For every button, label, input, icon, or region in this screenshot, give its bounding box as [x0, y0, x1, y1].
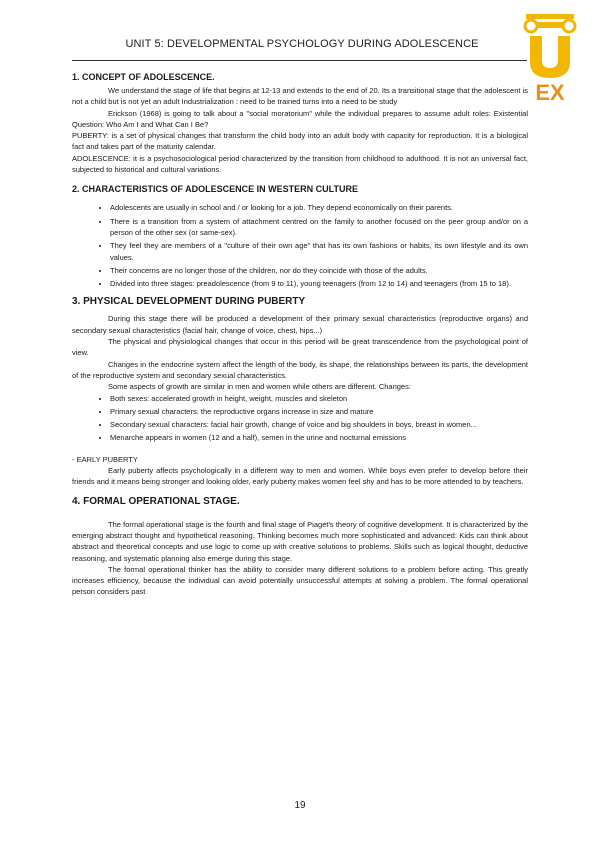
s3-early-puberty-text: Early puberty affects psychologically in a different way to men and women. While boys even prefer to develop before their friends and it means being stronger and looking older, early puberty makes women feel shy and has to be more attended to by teachers. [72, 466, 528, 487]
s2-bullet-item: • They feel they are members of a "culture of their own age" that has its own fashions or habits, its own lifestyle and its own values. [110, 240, 528, 263]
document-body [72, 66, 528, 598]
logo-letters-ex: EX [535, 80, 565, 104]
s1-paragraph-adolescence: ADOLESCENCE: it is a psychosociological period characterized by the transition from childhood to adulthood. It is not an universal fact, subjected to historical and cultural variations. [72, 153, 528, 175]
s4-paragraph-1: The formal operational stage is the fourth and final stage of Piaget's theory of cognitive development. It is characterized by the emerging abstract thought and hypothetical reasoning. Thinking becomes much more sophisticated and advanced: Kids can think about abstract and theoretical concepts and use logic to come up with creative solutions to problems. Skills such as logical thought, deductive reasoning, and systematic planning also emerge during this stage. [72, 519, 528, 563]
s3-bullet-item: • Secondary sexual characters: facial hair growth, change of voice and big shoulders in boys, breast in women... [110, 419, 528, 430]
logo-capital-top [526, 14, 574, 19]
s2-bullet-item: • Adolescents are usually in school and / or looking for a job. They depend economically on their parents. [110, 202, 528, 213]
logo-side-caption [586, 20, 596, 110]
s3-early-puberty-label: - EARLY PUBERTY [72, 454, 138, 464]
logo-volute-right [563, 20, 575, 32]
section-3-heading: 3. PHYSICAL DEVELOPMENT DURING PUBERTY [72, 296, 306, 308]
s3-bullet-list [72, 393, 528, 444]
logo-letter-u [530, 36, 570, 78]
s3-paragraph-2: The physical and physiological changes that occur in this period will be great transcendence from the psychological point of view. [72, 337, 528, 358]
section-2-heading: 2. CHARACTERISTICS OF ADOLESCENCE IN WESTERN CULTURE [72, 184, 359, 195]
s1-paragraph-1: We understand the stage of life that begins at 12-13 and extends to the end of 20. Its a transitional stage that the adolescent is not a child but is not yet an adult Industrialization : need to be trained turns into a need to be study [72, 86, 528, 107]
s3-bullet-item: • Primary sexual characters: the reproductive organs increase in size and mature [110, 406, 528, 417]
s2-bullet-list [72, 202, 528, 289]
logo-capital-band [536, 22, 564, 28]
header-title: UNIT 5: DEVELOPMENTAL PSYCHOLOGY DURING ADOLESCENCE [125, 38, 479, 50]
logo-volute-left [525, 20, 537, 32]
s4-paragraph-2: The formal operational thinker has the ability to consider many different solutions to a problem before acting. This greatly increases efficiency, because the individual can avoid potentially unsuccessful attempts at solving a problem. The formal operational person considers past [72, 564, 528, 597]
s1-paragraph-2: Erickson (1968) is going to talk about a "social moratorium" while the individual prepares to assume adult roles: Existential Question: Who Am I and What Can I Be? [72, 108, 528, 129]
s1-paragraph-puberty: PUBERTY: is a set of physical changes that transform the child body into an adult body with capacity for reproduction. It is a biological fact and takes part of the maturity calendar. [72, 131, 528, 152]
s3-bullet-item: • Both sexes: accelerated growth in height, weight, muscles and skeleton [110, 393, 528, 404]
s2-bullet-item: • Their concerns are no longer those of the children, nor do they coincide with those of the adults. [110, 265, 528, 276]
s2-bullet-item: • Divided into three stages: preadolescence (from 9 to 11), young teenagers (from 12 to 14) and teenagers (from 15 to 18). [110, 278, 528, 289]
s3-bullet-item: • Menarche appears in women (12 and a half), semen in the urine and nocturnal emissions [110, 432, 528, 443]
section-1-heading: 1. CONCEPT OF ADOLESCENCE. [72, 72, 215, 82]
s3-paragraph-1: During this stage there will be produced a development of their primary sexual characteristics (reproductive organs) and secondary sexual characteristics (facial hair, change of voice, chest, hips...) [72, 314, 528, 335]
university-logo [520, 8, 580, 104]
s3-paragraph-4: Some aspects of growth are similar in men and women while others are different. Changes: [108, 382, 411, 392]
s3-paragraph-3: Changes in the endocrine system affect the length of the body, its shape, the relationships between its parts, the development of the reproductive system and secondary sexual characteristics. [72, 359, 528, 380]
page-number: 19 [294, 800, 306, 811]
section-4-heading: 4. FORMAL OPERATIONAL STAGE. [72, 495, 240, 507]
s2-bullet-item: • There is a transition from a system of attachment centred on the family to another focused on the peer group and/or on a person of the other sex (or same-sex). [110, 216, 528, 239]
header-rule [72, 60, 527, 61]
